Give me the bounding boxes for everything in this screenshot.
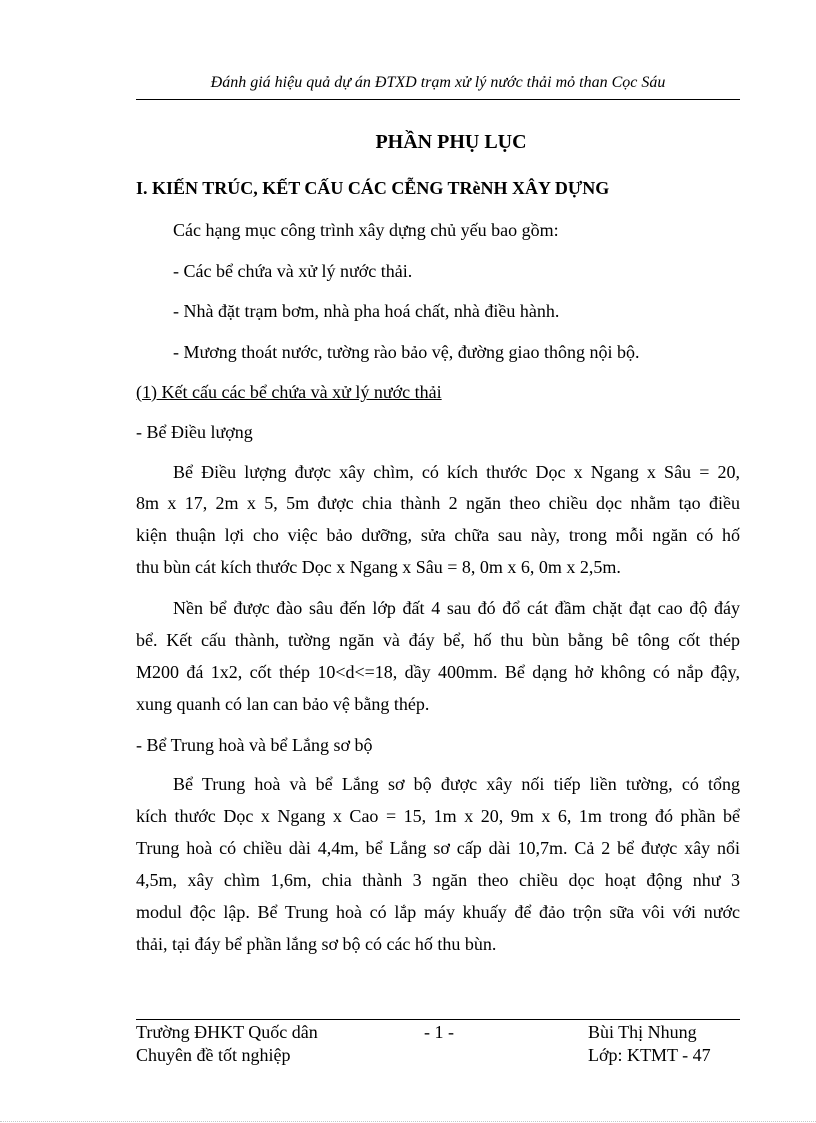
paragraph-line: thu bùn cát kích thước Dọc x Ngang x Sâu = 8, 0m x 6, 0m x 2,5m. [136, 557, 621, 577]
item-label: - Bể Trung hoà và bể Lắng sơ bộ [136, 735, 373, 755]
footer-class: Lớp: KTMT - 47 [588, 1045, 711, 1065]
section-heading: I. KIẾN TRÚC, KẾT CẤU CÁC CỄNG TRèNH XÂY DỰNG [136, 178, 610, 198]
paragraph-line: thải, tại đáy bể phần lắng sơ bộ có các hố thu bùn. [136, 934, 497, 954]
paragraph-line: Bể Điều lượng được xây chìm, có kích thước Dọc x Ngang x Sâu = 20, [173, 462, 740, 482]
page-number: - 1 - [424, 1022, 454, 1042]
running-header: Đánh giá hiệu quả dự án ĐTXD trạm xử lý nước thải mỏ than Cọc Sáu [210, 74, 666, 91]
paragraph-line: 4,5m, xây chìm 1,6m, chia thành 3 ngăn theo chiều dọc hoạt động như 3 [136, 870, 740, 890]
footer-author: Bùi Thị Nhung [588, 1022, 697, 1042]
footer-doc-type: Chuyên đề tốt nghiệp [136, 1045, 291, 1065]
paragraph-line: 8m x 17, 2m x 5, 5m được chia thành 2 ngăn theo chiều dọc nhằm tạo điều [136, 493, 740, 513]
paragraph-line: kiện thuận lợi cho việc bảo dưỡng, sửa chữa sau này, trong mỗi ngăn có hố [136, 525, 740, 545]
paragraph-line: Trung hoà có chiều dài 4,4m, bể Lắng sơ cấp dài 10,7m. Cả 2 bể được xây nổi [136, 838, 740, 858]
intro-text: Các hạng mục công trình xây dựng chủ yếu bao gồm: [173, 220, 559, 240]
footer-school: Trường ĐHKT Quốc dân [136, 1022, 318, 1042]
paragraph-line: xung quanh có lan can bảo vệ bằng thép. [136, 694, 430, 714]
header-rule [136, 99, 740, 100]
paragraph-line: bể. Kết cấu thành, tường ngăn và đáy bể, hố thu bùn bằng bê tông cốt thép [136, 630, 740, 650]
bullet-item: - Các bể chứa và xử lý nước thải. [173, 261, 413, 281]
subheading: (1) Kết cấu các bể chứa và xử lý nước thải [136, 382, 442, 402]
footer-rule [136, 1019, 740, 1020]
paragraph-line: Nền bể được đào sâu đến lớp đất 4 sau đó đổ cát đầm chặt đạt cao độ đáy [173, 598, 740, 618]
paragraph-line: Bể Trung hoà và bể Lắng sơ bộ được xây nối tiếp liền tường, có tổng [173, 774, 740, 794]
bullet-item: - Nhà đặt trạm bơm, nhà pha hoá chất, nhà điều hành. [173, 301, 560, 321]
item-label: - Bể Điều lượng [136, 422, 253, 442]
page-edge-divider [0, 1121, 816, 1122]
bullet-item: - Mương thoát nước, tường rào bảo vệ, đường giao thông nội bộ. [173, 342, 640, 362]
paragraph-line: M200 đá 1x2, cốt thép 10<d<=18, dầy 400mm. Bể dạng hở không có nắp đậy, [136, 662, 740, 682]
page-title: PHẦN PHỤ LỤC [375, 131, 527, 153]
paragraph-line: kích thước Dọc x Ngang x Cao = 15, 1m x 20, 9m x 6, 1m trong đó phần bể [136, 806, 740, 826]
paragraph-line: modul độc lập. Bể Trung hoà có lắp máy khuấy để đảo trộn sữa vôi với nước [136, 902, 740, 922]
